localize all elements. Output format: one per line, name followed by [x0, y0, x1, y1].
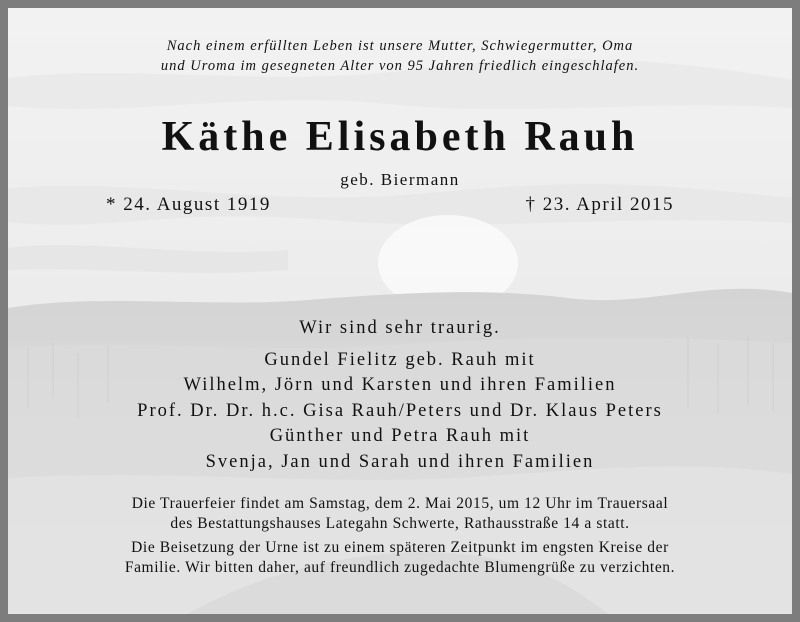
intro-line: und Uroma im gesegneten Alter von 95 Jahren friedlich eingeschlafen.	[160, 58, 640, 74]
birth-name: geb. Biermann	[340, 170, 460, 189]
funeral-line: des Bestattungshauses Lategahn Schwerte, Rathausstraße 14 a statt.	[170, 515, 630, 532]
mourner-line: Svenja, Jan und Sarah und ihren Familien	[205, 451, 595, 472]
burial-line: Familie. Wir bitten daher, auf freundlich zugedachte Blumengrüße zu verzichten.	[124, 559, 676, 576]
deceased-name: Käthe Elisabeth Rauh	[161, 114, 639, 160]
death-date: † 23. April 2015	[525, 194, 674, 215]
funeral-notice	[8, 494, 792, 578]
mourner-line: Günther und Petra Rauh mit	[269, 426, 531, 446]
burial-line: Die Beisetzung der Urne ist zu einem späteren Zeitpunkt im engsten Kreise der	[131, 539, 669, 556]
mourners-block	[8, 316, 792, 475]
funeral-line: Die Trauerfeier findet am Samstag, dem 2. Mai 2015, um 12 Uhr im Trauersaal	[131, 495, 669, 512]
mourner-line: Prof. Dr. Dr. h.c. Gisa Rauh/Peters und Dr. Klaus Peters	[137, 400, 663, 421]
mourner-line: Wilhelm, Jörn und Karsten und ihren Familien	[183, 375, 617, 395]
mourner-line: Gundel Fielitz geb. Rauh mit	[264, 349, 536, 370]
mourners-lead: Wir sind sehr traurig.	[299, 318, 501, 338]
intro-line: Nach einem erfüllten Leben ist unsere Mutter, Schwiegermutter, Oma	[166, 38, 634, 54]
intro-text	[8, 36, 792, 76]
birth-date: * 24. August 1919	[106, 194, 271, 215]
